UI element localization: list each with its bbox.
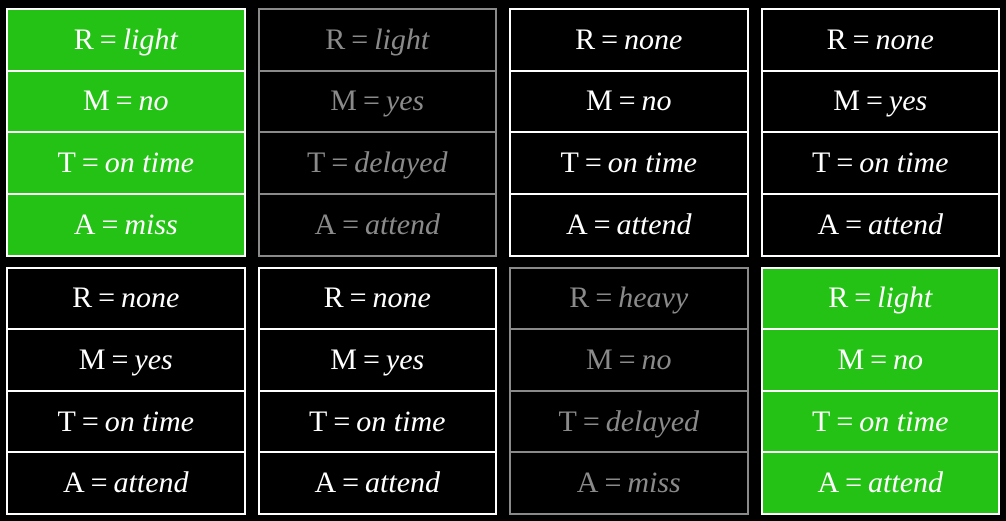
- equals-sign: =: [870, 342, 888, 376]
- assignment-row: [511, 453, 747, 513]
- variable-symbol: M: [78, 342, 106, 376]
- equals-sign: =: [595, 281, 613, 315]
- variable-value: none: [624, 22, 683, 56]
- equals-sign: =: [836, 146, 854, 180]
- variable-symbol: M: [833, 84, 860, 118]
- variable-value: attend: [365, 207, 441, 241]
- equals-sign: =: [81, 404, 99, 438]
- variable-symbol: A: [314, 207, 337, 241]
- variable-value: attend: [113, 466, 189, 500]
- variable-value: attend: [868, 466, 944, 500]
- variable-symbol: T: [57, 404, 76, 438]
- equals-sign: =: [618, 342, 636, 376]
- assignment-card: [509, 8, 749, 257]
- variable-value: miss: [124, 207, 178, 241]
- assignment-row: [763, 330, 999, 392]
- equals-sign: =: [349, 281, 367, 315]
- equals-sign: =: [618, 84, 636, 118]
- variable-symbol: R: [325, 22, 346, 56]
- assignment-card: [6, 267, 246, 516]
- variable-value: on time: [859, 146, 949, 180]
- variable-symbol: A: [576, 466, 599, 500]
- variable-value: miss: [627, 466, 681, 500]
- variable-symbol: M: [330, 84, 357, 118]
- assignment-card: [258, 8, 498, 257]
- equals-sign: =: [845, 207, 863, 241]
- assignment-row: [511, 269, 747, 331]
- variable-value: on time: [104, 146, 194, 180]
- assignment-row: [260, 10, 496, 72]
- variable-symbol: R: [72, 281, 93, 315]
- assignment-card: [761, 267, 1001, 516]
- assignment-row: [8, 392, 244, 454]
- variable-value: light: [374, 22, 430, 56]
- equals-sign: =: [111, 342, 129, 376]
- assignment-row: [8, 269, 244, 331]
- assignment-row: [8, 72, 244, 134]
- assignment-row: [763, 10, 999, 72]
- variable-value: no: [641, 342, 672, 376]
- equals-sign: =: [836, 404, 854, 438]
- assignment-card: [761, 8, 1001, 257]
- variable-symbol: R: [73, 22, 94, 56]
- variable-symbol: R: [575, 22, 596, 56]
- equals-sign: =: [101, 207, 119, 241]
- assignment-row: [8, 453, 244, 513]
- assignment-row: [511, 195, 747, 255]
- variable-value: attend: [868, 207, 944, 241]
- variable-symbol: A: [565, 207, 588, 241]
- assignment-row: [511, 392, 747, 454]
- variable-symbol: A: [817, 207, 840, 241]
- assignment-row: [511, 10, 747, 72]
- assignment-row: [260, 392, 496, 454]
- equals-sign: =: [99, 22, 117, 56]
- equals-sign: =: [98, 281, 116, 315]
- assignment-row: [260, 269, 496, 331]
- variable-value: light: [877, 281, 933, 315]
- variable-value: yes: [888, 84, 928, 118]
- equals-sign: =: [90, 466, 108, 500]
- variable-symbol: M: [837, 342, 865, 376]
- variable-symbol: T: [309, 404, 328, 438]
- assignment-row: [511, 330, 747, 392]
- equals-sign: =: [331, 146, 349, 180]
- assignment-row: [260, 133, 496, 195]
- variable-value: delayed: [605, 404, 700, 438]
- equals-sign: =: [362, 342, 380, 376]
- variable-value: no: [893, 342, 924, 376]
- equals-sign: =: [342, 207, 360, 241]
- assignment-row: [763, 72, 999, 134]
- assignment-row: [763, 195, 999, 255]
- equals-sign: =: [865, 84, 883, 118]
- equals-sign: =: [601, 22, 619, 56]
- equals-sign: =: [351, 22, 369, 56]
- variable-symbol: T: [812, 146, 831, 180]
- variable-value: light: [122, 22, 178, 56]
- variable-symbol: T: [560, 146, 579, 180]
- equals-sign: =: [362, 84, 380, 118]
- variable-symbol: T: [558, 404, 577, 438]
- equals-sign: =: [81, 146, 99, 180]
- variable-symbol: A: [73, 207, 96, 241]
- variable-symbol: M: [330, 342, 357, 376]
- assignment-row: [260, 330, 496, 392]
- assignment-row: [260, 195, 496, 255]
- assignment-row: [511, 133, 747, 195]
- variable-symbol: T: [306, 146, 326, 180]
- variable-value: delayed: [354, 146, 448, 180]
- assignment-row: [8, 195, 244, 255]
- variable-value: on time: [356, 404, 446, 438]
- variable-symbol: A: [817, 466, 840, 500]
- assignment-row: [763, 453, 999, 513]
- assignment-card: [509, 267, 749, 516]
- variable-symbol: M: [82, 84, 110, 118]
- variable-value: yes: [134, 342, 173, 376]
- variable-value: on time: [104, 404, 194, 438]
- equals-sign: =: [582, 404, 600, 438]
- equals-sign: =: [342, 466, 360, 500]
- variable-value: attend: [616, 207, 692, 241]
- variable-value: no: [138, 84, 169, 118]
- assignment-card: [258, 267, 498, 516]
- variable-symbol: R: [569, 281, 590, 315]
- variable-value: none: [121, 281, 180, 315]
- assignment-card: [6, 8, 246, 257]
- assignment-row: [763, 269, 999, 331]
- equals-sign: =: [333, 404, 351, 438]
- variable-value: yes: [385, 84, 425, 118]
- variable-value: on time: [859, 404, 949, 438]
- equals-sign: =: [593, 207, 611, 241]
- variable-symbol: T: [812, 404, 831, 438]
- equals-sign: =: [604, 466, 622, 500]
- equals-sign: =: [845, 466, 863, 500]
- assignment-row: [511, 72, 747, 134]
- variable-symbol: M: [585, 84, 613, 118]
- variable-value: no: [641, 84, 672, 118]
- equals-sign: =: [852, 22, 870, 56]
- equals-sign: =: [115, 84, 133, 118]
- variable-symbol: A: [62, 466, 85, 500]
- assignment-row: [763, 392, 999, 454]
- variable-value: none: [875, 22, 934, 56]
- variable-symbol: T: [57, 146, 76, 180]
- variable-symbol: M: [585, 342, 613, 376]
- assignment-row: [8, 330, 244, 392]
- assignment-row: [260, 453, 496, 513]
- assignment-row: [8, 10, 244, 72]
- variable-value: attend: [365, 466, 441, 500]
- variable-symbol: A: [314, 466, 337, 500]
- assignment-row: [763, 133, 999, 195]
- variable-value: on time: [607, 146, 697, 180]
- variable-value: none: [372, 281, 431, 315]
- assignment-row: [8, 133, 244, 195]
- assignment-row: [260, 72, 496, 134]
- variable-value: heavy: [618, 281, 689, 315]
- variable-value: yes: [385, 342, 425, 376]
- variable-symbol: R: [323, 281, 344, 315]
- variable-symbol: R: [828, 281, 849, 315]
- equals-sign: =: [854, 281, 872, 315]
- variable-symbol: R: [826, 22, 847, 56]
- equals-sign: =: [584, 146, 602, 180]
